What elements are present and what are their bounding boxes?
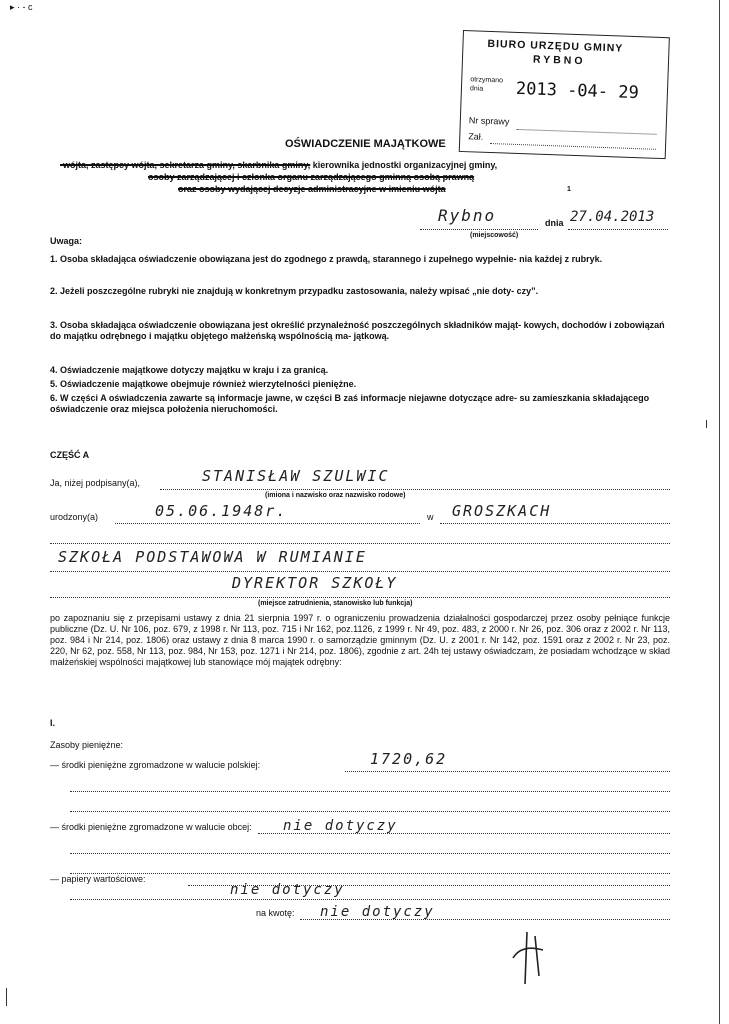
amount-label: na kwotę: xyxy=(256,908,295,918)
stamp-date: 2013 -04- 29 xyxy=(515,78,640,104)
born-in-label: w xyxy=(427,512,434,522)
header-line-3: oraz osoby wydającej decyzje administracyjne w imieniu wójta xyxy=(178,184,446,194)
place-caption: (miejscowość) xyxy=(470,232,519,239)
stamp-attach-label: Zał. xyxy=(468,131,484,142)
workplace-handwritten: SZKOŁA PODSTAWOWA W RUMIANIE xyxy=(58,548,367,566)
header-line-1-struck: -wójta, zastępcy wójta, sekretarza gminy, skarbnika gminy, xyxy=(60,160,311,170)
header-footnote-mark: 1 xyxy=(567,186,571,193)
stamp-office-name: BIURO URZĘDU GMINY xyxy=(487,37,624,55)
date-handwritten: 27.04.2013 xyxy=(570,209,655,225)
amount-handwritten: nie dotyczy xyxy=(320,904,435,920)
note-item: 3. Osoba składająca oświadczenie obowiązana jest określić przynależność poszczególnych składników mająt- kowych, dochodów i zobowiązań do majątku odrębnego i majątku objętego małżeńską wspólnością ma- jątkową. xyxy=(50,320,665,341)
notes-list xyxy=(50,254,670,419)
scan-marks: ▸ · ‑ c xyxy=(10,2,33,12)
name-label: Ja, niżej podpisany(a), xyxy=(50,478,141,488)
header-line-1 xyxy=(60,160,660,170)
note-item: 1. Osoba składająca oświadczenie obowiązana jest do zgodnego z prawdą, starannego i zupełnego wypełnie- nia każdej z rubryk. xyxy=(50,254,603,264)
name-caption: (imiona i nazwisko oraz nazwisko rodowe) xyxy=(265,492,406,499)
section-1-heading: Zasoby pieniężne: xyxy=(50,740,124,750)
section-1-numeral: I. xyxy=(50,718,56,728)
note-item: 4. Oświadczenie majątkowe dotyczy majątku w kraju i za granicą. xyxy=(50,365,329,375)
header-line-2: osoby zarządzającej i członka organu zarządzającego gminną osobą prawną xyxy=(148,172,475,182)
part-a-heading: CZĘŚĆ A xyxy=(50,450,90,460)
born-label: urodzony(a) xyxy=(50,512,99,522)
document-title: OŚWIADCZENIE MAJĄTKOWE xyxy=(285,138,446,150)
legal-statement: po zapoznaniu się z przepisami ustawy z dnia 21 sierpnia 1997 r. o ograniczeniu prowadzenia działalności gospodarczej przez osoby pełniące funkcje publiczne (Dz. U. Nr 106, poz. 679, z 1998 r. Nr 113, poz. 715 i Nr 162, poz.1126, z 1999 r. Nr 49, poz. 483, z 2000 r. Nr 26, poz. 306 oraz z 2002 r. Nr 113, poz. 984 i Nr 214, poz. 1806) oraz ustawy z dnia 8 marca 1990 r. o samorządzie gminnym (Dz. U. z 2001 r. Nr 142, poz. 1591 oraz z 2002 r. Nr 23, poz. 220, Nr 62, poz. 558, Nr 113, poz. 984, Nr 153, poz. 1271 i Nr 214, poz. 1806), zgodnie z art. 24h tej ustawy oświadczam, że posiadam wchodzące w skład małżeńskiej wspólności majątkowej lub stanowiące mój majątek odrębny: xyxy=(50,613,670,667)
workplace-caption: (miejsce zatrudnienia, stanowisko lub funkcja) xyxy=(258,600,413,607)
margin-tick xyxy=(706,420,707,428)
header-line-1-rest: kierownika jednostki organizacyjnej gminy, xyxy=(312,160,498,170)
place-handwritten: Rybno xyxy=(438,206,497,225)
cash-foreign-handwritten: nie dotyczy xyxy=(283,818,398,834)
cash-pln-label: — środki pieniężne zgromadzone w walucie polskiej: xyxy=(50,760,261,770)
notes-heading: Uwaga: xyxy=(50,236,83,246)
note-item: 2. Jeżeli poszczególne rubryki nie znajdują w konkretnym przypadku zastosowania, należy wpisać „nie doty- czy”. xyxy=(50,286,539,296)
office-stamp xyxy=(459,30,670,159)
cash-foreign-label: — środki pieniężne zgromadzone w walucie obcej: xyxy=(50,822,252,832)
born-date-handwritten: 05.06.1948r. xyxy=(155,502,288,520)
position-handwritten: DYREKTOR SZKOŁY xyxy=(232,574,398,592)
stamp-received-label: otrzymano dnia xyxy=(469,76,504,93)
note-item: 6. W części A oświadczenia zawarte są informacje jawne, w części B zaś informacje niejawne dotyczące adre- su zamieszkania składającego oświadczenie oraz miejsca położenia nieruchomości. xyxy=(50,393,650,414)
cash-pln-handwritten: 1720,62 xyxy=(370,750,448,768)
stamp-town: RYBNO xyxy=(532,53,586,68)
securities-label: — papiery wartościowe: xyxy=(50,874,146,884)
stamp-case-label: Nr sprawy xyxy=(468,115,510,127)
date-label: dnia xyxy=(545,218,564,228)
initials-signature xyxy=(505,928,555,988)
securities-handwritten: nie dotyczy xyxy=(230,882,345,898)
scan-edge-line xyxy=(719,0,720,1024)
born-place-handwritten: GROSZKACH xyxy=(452,502,552,520)
note-item: 5. Oświadczenie majątkowe obejmuje również wierzytelności pieniężne. xyxy=(50,379,357,389)
name-handwritten: STANISŁAW SZULWIC xyxy=(202,467,390,485)
margin-tick xyxy=(6,988,7,1006)
